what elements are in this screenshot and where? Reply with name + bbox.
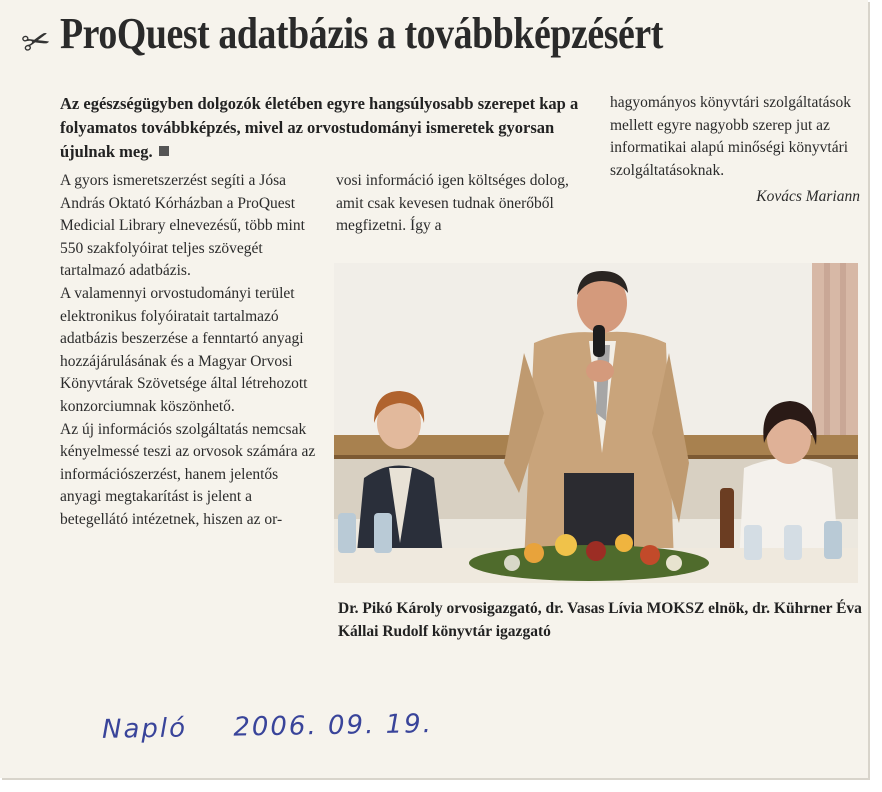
column1-paragraph: Az új információs szolgáltatás nemcsak kényelmessé teszi az orvosok számára az információszerzést, hanem jelentős anyagi megtakarítást is jelent a betegellátó intézetnek, hiszen az or-: [60, 420, 316, 528]
article-photo: [334, 263, 858, 583]
column1-paragraph: A valamennyi orvostudományi terület elektronikus folyóiratait tartalmazó adatbázis beszerzése a fenntartó anyagi hozzájárulásának és a Magyar Orvosi Könyvtárak Szövetsége által létrehozott konzorciumnak köszönhető.: [60, 284, 308, 415]
column1-paragraph: A gyors ismeretszerzést segíti a Jósa András Oktató Kórházban a ProQuest Medicial Library elnevezésű, több mint 550 szakfolyóirat teljes szövegét tartalmazó adatbázis.: [60, 172, 305, 280]
column3-paragraph: hagyományos könyvtári szolgáltatások mellett egyre nagyobb szerep jut az informatikai alapú minőségi könyvtári szolgáltatásoknak.: [610, 94, 852, 179]
handwritten-note: [102, 709, 433, 745]
article-column-2: [336, 170, 592, 238]
handwritten-source: Napló: [101, 713, 188, 745]
photo-caption: Dr. Pikó Károly orvosigazgató, dr. Vasas Lívia MOKSZ elnök, dr. Kührner Éva Kállai Rudolf könyvtár igazgató: [338, 600, 862, 640]
photo-illustration: [334, 263, 858, 583]
scissor-mark-icon: ✂: [17, 18, 56, 66]
end-square-icon: [159, 146, 169, 156]
article-headline: ProQuest adatbázis a továbbképzésért: [60, 9, 663, 58]
article-lead: [60, 92, 592, 164]
lead-text: Az egészségügyben dolgozók életében egyre hangsúlyosabb szerepet kap a folyamatos továbbképzés, mivel az orvostudományi ismeretek gyorsan újulnak meg.: [60, 94, 579, 161]
article-column-3: [610, 92, 860, 209]
article-author: Kovács Mariann: [756, 188, 860, 206]
column2-paragraph: vosi információ igen költséges dolog, amit csak kevesen tudnak önerőből megfizetni. Így a: [336, 172, 569, 235]
handwritten-date: 2006. 09. 19.: [233, 709, 434, 743]
article-column-1: [60, 170, 318, 532]
